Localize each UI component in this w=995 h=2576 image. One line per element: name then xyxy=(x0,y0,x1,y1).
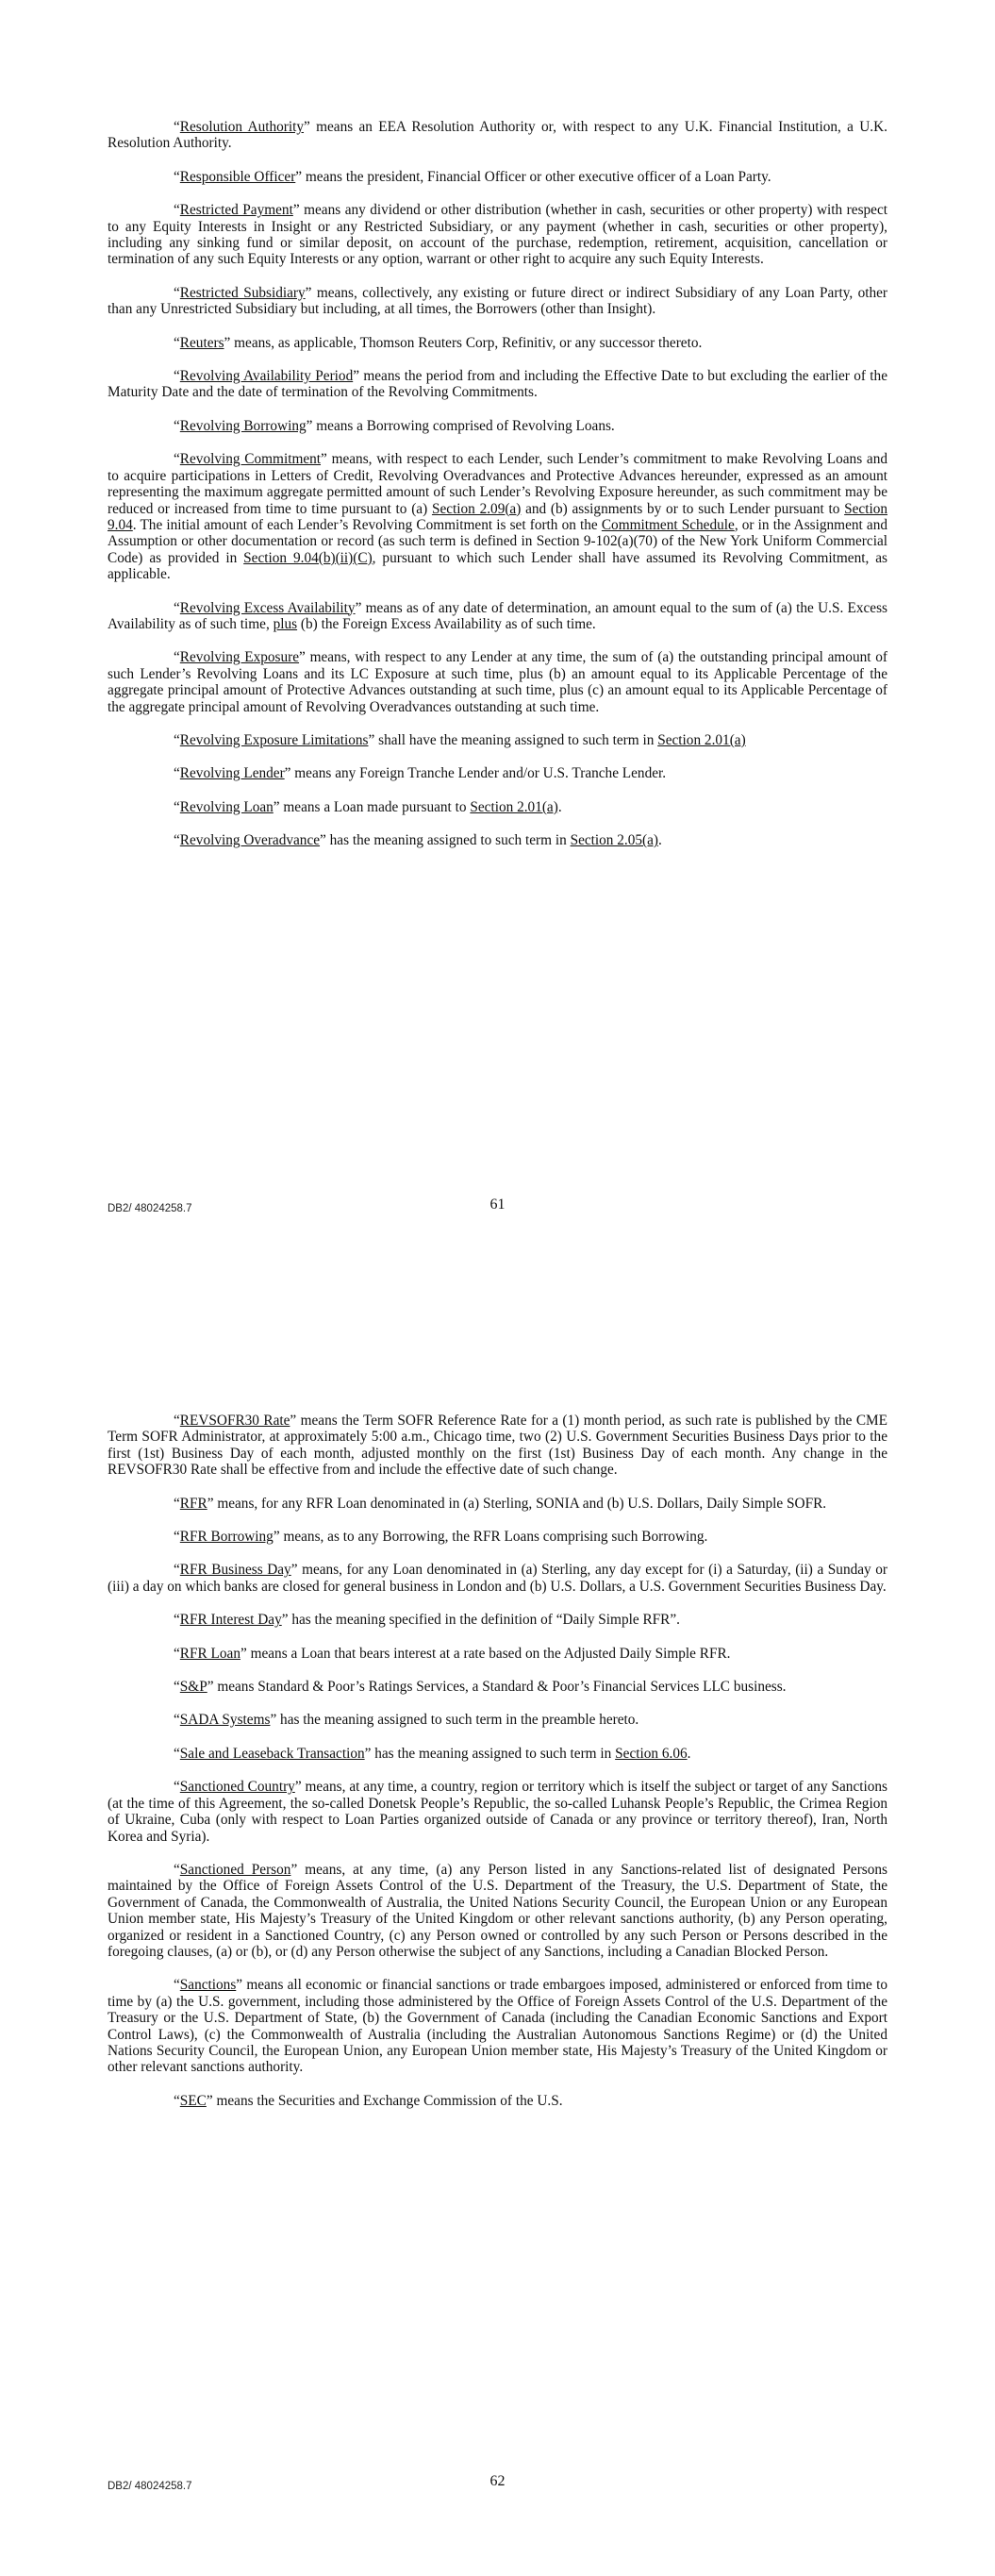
definition-text: ” means, at any time, (a) any Person listed in any Sanctions-related list of designated Persons maintained by the Office of Foreign Assets Control of the U.S. Department of the Treasury, the U.S. Department of State, the Government of Canada, the Commonwealth of Australia, the United Nations Security Council, the European Union or any European Union member state, His Majesty’s Treasury of the United Kingdom or other relevant sanctions authority, (b) any Person operating, organized or resident in a Sanctioned Country, (c) any Person owned or controlled by any such Person or Persons described in the foregoing clauses, (a) or (b), or (d) any Person otherwise the subject of any Sanctions, including a Canadian Blocked Person. xyxy=(108,1861,888,1960)
definition-text: ” has the meaning specified in the definition of “Daily Simple RFR”. xyxy=(281,1612,680,1629)
definitions-section xyxy=(108,119,887,866)
definition-text: “ xyxy=(174,168,180,185)
defined-term: RFR Interest Day xyxy=(179,1612,282,1629)
definition-text: ” means the period from and including the Effective Date to but excluding the earlier of the Maturity Date and the date of termination of the Revolving Commitments. xyxy=(108,368,887,401)
defined-term: Sanctioned Person xyxy=(179,1861,291,1878)
definition-text: , or in the Assignment and Assumption or other documentation or record (as such term is defined in Section 9-102(a)(70) of the New York Uniform Commercial Code) as provided in xyxy=(108,516,887,566)
definition-text: ” means, as applicable, Thomson Reuters Corp, Refinitiv, or any successor thereto. xyxy=(224,334,703,351)
definition-text: ” means as of any date of determination, an amount equal to the sum of (a) the U.S. Excess Availability as of such time, xyxy=(108,599,887,632)
defined-term: Revolving Availability Period xyxy=(179,368,354,385)
cross-reference: Section 2.05(a) xyxy=(570,832,659,849)
definition-text: “ xyxy=(174,202,180,219)
defined-term: Sale and Leaseback Transaction xyxy=(179,1745,365,1762)
page-number: 62 xyxy=(489,2473,506,2489)
definition-paragraph xyxy=(108,1646,887,1662)
definition-text: “ xyxy=(174,599,180,616)
definition-text: ” means a Loan that bears interest at a rate based on the Adjusted Daily Simple RFR. xyxy=(240,1645,731,1662)
definition-text: “ xyxy=(174,2092,180,2109)
cross-reference: plus xyxy=(273,615,298,632)
definition-paragraph xyxy=(108,1679,887,1695)
definition-text: ” means, for any RFR Loan denominated in (a) Sterling, SONIA and (b) U.S. Dollars, Daily Simple SOFR. xyxy=(207,1495,827,1512)
definition-text: . xyxy=(687,1745,691,1762)
definition-paragraph xyxy=(108,649,887,715)
definition-paragraph xyxy=(108,2093,887,2109)
definition-text: “ xyxy=(174,798,180,815)
defined-term: Revolving Overadvance xyxy=(179,832,321,849)
definition-text: ” means the president, Financial Officer or other executive officer of a Loan Party. xyxy=(295,168,771,185)
definition-text: ” means the Term SOFR Reference Rate for a (1) month period, as such rate is published by the CME Term SOFR Administrator, at approximately 5:00 a.m., Chicago time, two (2) U.S. Government Securities Business Days prior to the first (1st) Business Day of each month, adjusted monthly on the first (1st) Business Day of each month. Any change in the REVSOFR30 Rate shall be effective from and include the effective date of such change. xyxy=(108,1413,887,1479)
definition-text: ” has the meaning assigned to such term in xyxy=(364,1745,616,1762)
definition-text: . xyxy=(557,798,562,815)
definition-text: “ xyxy=(174,649,180,666)
definition-paragraph xyxy=(108,451,887,582)
cross-reference: Section 6.06 xyxy=(615,1745,688,1762)
definition-text: “ xyxy=(174,1861,180,1878)
definition-text: ” means the Securities and Exchange Commission of the U.S. xyxy=(206,2092,563,2109)
defined-term: RFR Loan xyxy=(179,1645,240,1662)
definition-text: ” means, as to any Borrowing, the RFR Loans comprising such Borrowing. xyxy=(273,1529,708,1546)
definition-paragraph xyxy=(108,418,887,434)
definition-text: “ xyxy=(174,451,180,468)
definition-text: “ xyxy=(174,1679,180,1696)
page-number: 61 xyxy=(489,1196,506,1213)
definition-text: “ xyxy=(174,1712,180,1729)
definition-text: ” means any dividend or other distribution (whether in cash, securities or other property) with respect to any Equity Interests in Insight or any Restricted Subsidiary, or any payment (whether in cash, securities or other property), including any sinking fund or similar deposit, on account of the purchase, redemption, retirement, acquisition, cancellation or termination of any such Equity Interests or any option, warrant or other right to acquire any such Equity Interests. xyxy=(108,202,887,268)
definition-text: ” has the meaning assigned to such term in xyxy=(320,832,571,849)
definition-text: . The initial amount of each Lender’s Revolving Commitment is set forth on the xyxy=(132,516,602,533)
defined-term: S&P xyxy=(179,1679,207,1696)
definition-paragraph xyxy=(108,368,887,401)
defined-term: Restricted Subsidiary xyxy=(179,284,306,301)
definition-text: “ xyxy=(174,731,180,748)
definition-text: “ xyxy=(174,832,180,849)
document-footer-id: DB2/ 48024258.7 xyxy=(108,2481,192,2492)
defined-term: Responsible Officer xyxy=(179,168,296,185)
definition-paragraph xyxy=(108,832,887,848)
defined-term: RFR Borrowing xyxy=(179,1529,274,1546)
definition-text: “ xyxy=(174,1779,180,1796)
definition-text: “ xyxy=(174,1612,180,1629)
defined-term: Sanctions xyxy=(179,1977,237,1994)
definition-text: “ xyxy=(174,119,180,135)
cross-reference: Section 2.01(a) xyxy=(470,798,558,815)
definitions-section xyxy=(108,1413,887,2126)
definition-text: “ xyxy=(174,1562,180,1579)
defined-term: SEC xyxy=(179,2092,207,2109)
definition-paragraph xyxy=(108,1779,887,1845)
definition-paragraph xyxy=(108,169,887,185)
definition-text: “ xyxy=(174,368,180,385)
definition-paragraph xyxy=(108,1746,887,1762)
definition-text: “ xyxy=(174,1413,180,1429)
definition-text: “ xyxy=(174,765,180,782)
definition-text: ” means a Loan made pursuant to xyxy=(273,798,471,815)
definition-paragraph xyxy=(108,1612,887,1628)
definition-text: ” means, collectively, any existing or future direct or indirect Subsidiary of any Loan Party, other than any Unrestricted Subsidiary but including, at all times, the Borrowers (other than Insight). xyxy=(108,284,888,318)
definition-paragraph xyxy=(108,1712,887,1728)
definition-paragraph xyxy=(108,765,887,781)
defined-term: Resolution Authority xyxy=(179,119,305,135)
defined-term: Reuters xyxy=(179,334,224,351)
defined-term: Revolving Lender xyxy=(179,765,285,782)
cross-reference: Section 2.01(a) xyxy=(657,731,746,748)
definition-text: ” means an EEA Resolution Authority or, with respect to any U.K. Financial Institution, a U.K. Resolution Authority. xyxy=(108,119,887,152)
definition-text: and (b) assignments by or to such Lender pursuant to xyxy=(521,500,845,517)
definition-text: ” means, at any time, a country, region or territory which is itself the subject or target of any Sanctions (at the time of this Agreement, the so-called Donetsk People’s Republic, the so-called Luhansk People’s Republic, the Crimea Region of Ukraine, Cuba (only with respect to Loan Parties organized outside of Canada or any province or territory thereof), Iran, North Korea and Syria). xyxy=(108,1779,887,1845)
cross-reference: Section 2.09(a) xyxy=(431,500,522,517)
definition-text: “ xyxy=(174,1645,180,1662)
definition-text: “ xyxy=(174,334,180,351)
definition-text: “ xyxy=(174,1495,180,1512)
cross-reference: Commitment Schedule xyxy=(601,516,735,533)
definition-paragraph xyxy=(108,119,887,152)
defined-term: Revolving Commitment xyxy=(179,451,322,468)
defined-term: Restricted Payment xyxy=(179,202,293,219)
definition-paragraph xyxy=(108,600,887,633)
cross-reference: Section 9.04 xyxy=(108,500,887,533)
defined-term: Revolving Borrowing xyxy=(179,417,307,434)
definition-text: , pursuant to which such Lender shall have assumed its Revolving Commitment, as applicable. xyxy=(108,549,887,583)
definition-text: ” means, with respect to any Lender at any time, the sum of (a) the outstanding principal amount of such Lender’s Revolving Loans and its LC Exposure at such time, plus (b) an amount equal to its Applicable Percentage of the aggregate principal amount of Protective Advances outstanding at such time, plus (c) an amount equal to its Applicable Percentage of the aggregate principal amount of Revolving Overadvances outstanding at such time. xyxy=(108,649,887,715)
definition-paragraph xyxy=(108,1562,887,1595)
definition-paragraph xyxy=(108,1862,887,1960)
definition-text: “ xyxy=(174,417,180,434)
defined-term: SADA Systems xyxy=(179,1712,271,1729)
definition-text: ” means a Borrowing comprised of Revolving Loans. xyxy=(306,417,615,434)
definition-paragraph xyxy=(108,285,887,318)
defined-term: Revolving Exposure Limitations xyxy=(179,731,369,748)
document-page-62 xyxy=(0,1288,995,2576)
defined-term: REVSOFR30 Rate xyxy=(179,1413,290,1429)
defined-term: RFR Business Day xyxy=(179,1562,291,1579)
definition-paragraph xyxy=(108,202,887,268)
definition-paragraph xyxy=(108,1977,887,2075)
definition-paragraph xyxy=(108,1413,887,1479)
defined-term: RFR xyxy=(179,1495,207,1512)
defined-term: Sanctioned Country xyxy=(179,1779,295,1796)
definition-text: ” means all economic or financial sanctions or trade embargoes imposed, administered or enforced from time to time by (a) the U.S. government, including those administered by the Office of Foreign Assets Control of the U.S. Department of the Treasury or the U.S. Department of State, (b) the Government of Canada (including the Canadian Economic Sanctions and Export Control Laws), (c) the Commonwealth of Australia (including the Australian Autonomous Sanctions Regime) or (d) the United Nations Security Council, the European Union, any European Union member state, His Majesty’s Treasury of the United Kingdom or other relevant sanctions authority. xyxy=(108,1977,887,2076)
defined-term: Revolving Loan xyxy=(179,798,274,815)
definition-paragraph xyxy=(108,732,887,748)
definition-text: ” shall have the meaning assigned to such term in xyxy=(368,731,658,748)
defined-term: Revolving Excess Availability xyxy=(179,599,356,616)
definition-text: (b) the Foreign Excess Availability as of such time. xyxy=(297,615,596,632)
cross-reference: Section 9.04(b)(ii)(C) xyxy=(243,549,373,566)
definition-text: ” means Standard & Poor’s Ratings Services, a Standard & Poor’s Financial Services LLC business. xyxy=(207,1679,787,1696)
definition-text: ” has the meaning assigned to such term in the preamble hereto. xyxy=(270,1712,639,1729)
definition-text: “ xyxy=(174,1745,180,1762)
definition-text: “ xyxy=(174,284,180,301)
definition-text: “ xyxy=(174,1529,180,1546)
definition-text: “ xyxy=(174,1977,180,1994)
definition-paragraph xyxy=(108,335,887,351)
definition-text: . xyxy=(658,832,662,849)
definition-text: ” means, with respect to each Lender, such Lender’s commitment to make Revolving Loans and to acquire participations in Letters of Credit, Revolving Overadvances and Protective Advances hereunder, expressed as an amount representing the maximum aggregate permitted amount of such Lender’s Revolving Exposure hereunder, as such commitment may be reduced or increased from time to time pursuant to (a) xyxy=(108,451,887,517)
document-footer-id: DB2/ 48024258.7 xyxy=(108,1203,192,1214)
definition-paragraph xyxy=(108,799,887,815)
defined-term: Revolving Exposure xyxy=(179,649,300,666)
definition-text: ” means any Foreign Tranche Lender and/or U.S. Tranche Lender. xyxy=(284,765,667,782)
definition-text: ” means, for any Loan denominated in (a) Sterling, any day except for (i) a Saturday, (ii) a Sunday or (iii) a day on which banks are closed for general business in London and (b) U.S. Dollars, a U.S. Government Securities Business Day. xyxy=(108,1562,887,1595)
definition-paragraph xyxy=(108,1496,887,1512)
definition-paragraph xyxy=(108,1529,887,1545)
